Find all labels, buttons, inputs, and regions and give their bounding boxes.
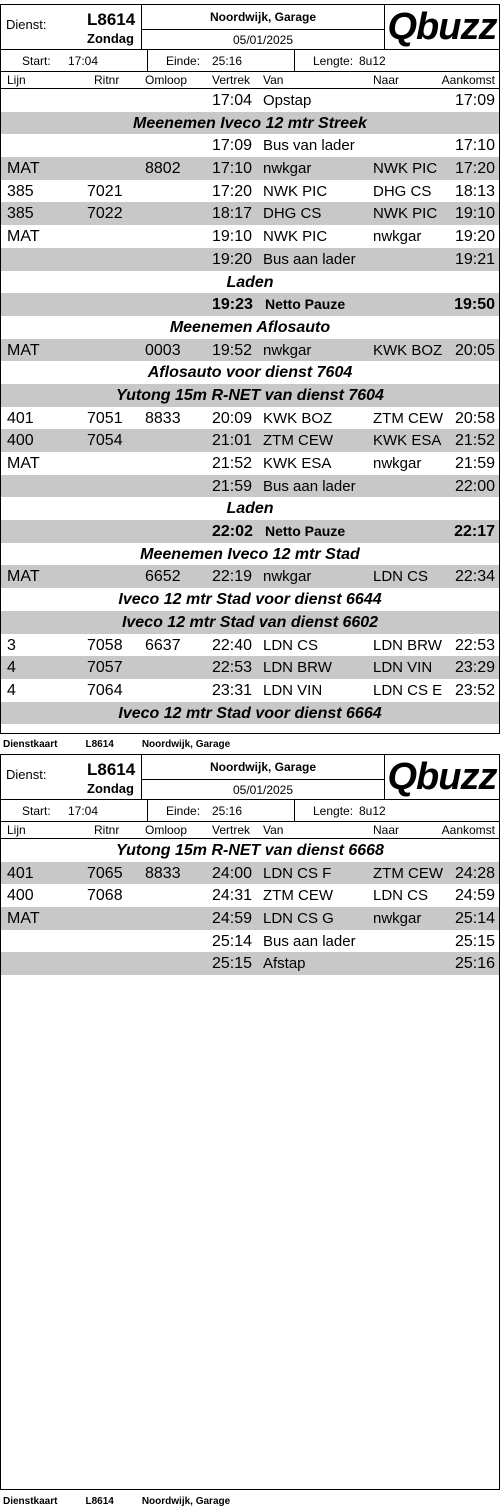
van-cell: Bus aan lader: [263, 250, 356, 268]
aankomst-cell: 22:53: [454, 636, 495, 654]
omloop-cell: 8833: [145, 409, 181, 427]
section-title: Yutong 15m R-NET van dienst 6668: [116, 842, 384, 859]
length-value: 8u12: [359, 804, 386, 818]
trip-row: [1, 134, 499, 157]
section-title: Meenemen Iveco 12 mtr Stad: [140, 545, 360, 563]
vertrek-cell: 25:14: [212, 932, 253, 950]
start-time: 17:04: [68, 804, 99, 818]
lijn-cell: 400: [7, 432, 34, 450]
footer-location: Noordwijk, Garage: [141, 739, 231, 750]
vertrek-cell: 24:31: [212, 887, 253, 905]
ritnr-cell: 7054: [87, 432, 123, 450]
dienst-day: Zondag: [87, 781, 134, 796]
length-value: 8u12: [359, 54, 386, 68]
lijn-cell: 385: [7, 182, 34, 200]
col-aankomst: Aankomst: [441, 73, 495, 87]
omloop-cell: 8833: [145, 864, 181, 882]
column-headers: [1, 822, 499, 839]
trip-row: [1, 884, 499, 907]
trip-row: [1, 930, 499, 953]
column-headers: [1, 72, 499, 89]
section-title-row: [1, 112, 499, 135]
section-title: Yutong 15m R-NET van dienst 7604: [116, 386, 384, 404]
section-title: Iveco 12 mtr Stad voor dienst 6644: [118, 591, 382, 609]
aankomst-cell: 19:50: [454, 296, 495, 314]
ritnr-cell: 7057: [87, 659, 123, 677]
trip-row: [1, 157, 499, 180]
aankomst-cell: 24:28: [454, 864, 495, 882]
vertrek-cell: 20:09: [212, 409, 253, 427]
aankomst-cell: 17:10: [454, 137, 495, 155]
vertrek-cell: 23:31: [212, 681, 253, 699]
section-title: Laden: [226, 500, 274, 518]
section-title: Iveco 12 mtr Stad van dienst 6602: [121, 613, 379, 631]
vertrek-cell: 19:23: [212, 296, 253, 314]
location: Noordwijk, Garage: [209, 760, 317, 774]
trip-row: [1, 952, 499, 975]
van-cell: NWK PIC: [263, 228, 328, 246]
trip-row: [1, 656, 499, 679]
aankomst-cell: 19:21: [454, 250, 495, 268]
trip-row: [1, 907, 499, 930]
vertrek-cell: 22:40: [212, 636, 253, 654]
vertrek-cell: 24:00: [212, 864, 253, 882]
vertrek-cell: 22:53: [212, 659, 253, 677]
van-cell: KWK ESA: [263, 455, 332, 472]
lijn-cell: 4: [7, 681, 16, 699]
omloop-cell: 0003: [145, 341, 181, 359]
dienstkaart-page-2: [0, 754, 500, 1490]
naar-cell: nwkgar: [373, 455, 422, 472]
van-cell: Bus van lader: [263, 137, 355, 155]
section-title-row: [1, 543, 499, 566]
dienst-label: Dienst:: [6, 767, 47, 782]
lijn-cell: MAT: [7, 568, 40, 586]
aankomst-cell: 23:52: [454, 681, 495, 699]
section-title: Meenemen Aflosauto: [169, 318, 331, 336]
section-title-row: [1, 497, 499, 520]
trip-row: [1, 429, 499, 452]
van-cell: NWK PIC: [263, 182, 328, 200]
end-time: 25:16: [212, 54, 243, 68]
ritnr-cell: 7065: [87, 864, 123, 882]
col-aankomst: Aankomst: [441, 823, 495, 837]
aankomst-cell: 25:15: [454, 932, 495, 950]
section-title: Aflosauto voor dienst 7604: [147, 364, 353, 382]
aankomst-cell: 23:29: [454, 659, 495, 677]
col-lijn: Lijn: [7, 823, 26, 837]
lijn-cell: 385: [7, 205, 34, 223]
naar-cell: nwkgar: [373, 228, 422, 246]
vertrek-cell: 17:09: [212, 137, 253, 155]
section-title-row: [1, 611, 499, 634]
col-omloop: Omloop: [145, 823, 188, 837]
header: [1, 755, 499, 800]
aankomst-cell: 22:17: [454, 523, 495, 541]
trip-row: [1, 679, 499, 702]
pause-label: Netto Pauze: [265, 523, 346, 540]
aankomst-cell: 22:00: [454, 477, 495, 495]
lijn-cell: 4: [7, 659, 16, 677]
ritnr-cell: 7022: [87, 205, 123, 223]
lijn-cell: MAT: [7, 160, 40, 178]
col-van: Van: [263, 73, 284, 87]
naar-cell: LDN CS E: [373, 681, 443, 699]
lijn-cell: MAT: [7, 455, 40, 472]
col-vertrek: Vertrek: [212, 823, 251, 837]
van-cell: LDN BRW: [263, 659, 332, 677]
trip-row: [1, 475, 499, 498]
lijn-cell: MAT: [7, 228, 40, 246]
trip-row: [1, 248, 499, 271]
van-cell: LDN VIN: [263, 681, 323, 699]
date: 05/01/2025: [232, 33, 294, 47]
naar-cell: ZTM CEW: [373, 864, 443, 882]
van-cell: nwkgar: [263, 568, 312, 586]
lijn-cell: 3: [7, 636, 16, 654]
section-title: Laden: [226, 273, 274, 291]
van-cell: LDN CS F: [263, 864, 332, 882]
trip-row: [1, 89, 499, 112]
vertrek-cell: 17:20: [212, 182, 253, 200]
start-label: Start:: [22, 54, 51, 68]
footer-label: Dienstkaart: [3, 1496, 58, 1507]
col-omloop: Omloop: [145, 73, 188, 87]
dienst-day: Zondag: [87, 31, 134, 46]
naar-cell: LDN CS: [373, 568, 429, 586]
col-ritnr: Ritnr: [94, 823, 120, 837]
aankomst-cell: 25:14: [454, 910, 495, 928]
ritnr-cell: 7068: [87, 887, 123, 905]
aankomst-cell: 18:13: [454, 182, 495, 200]
naar-cell: NWK PIC: [373, 160, 438, 178]
trip-row: [1, 565, 499, 588]
qbuzz-logo: Qbuzz: [387, 6, 497, 48]
omloop-cell: 6637: [145, 636, 181, 654]
vertrek-cell: 21:01: [212, 432, 253, 450]
trip-row: [1, 180, 499, 203]
van-cell: Opstap: [263, 92, 312, 109]
naar-cell: LDN BRW: [373, 636, 442, 654]
aankomst-cell: 25:16: [454, 955, 495, 973]
lijn-cell: 400: [7, 887, 34, 905]
length-label: Lengte:: [313, 54, 354, 68]
omloop-cell: 6652: [145, 568, 181, 586]
van-cell: DHG CS: [263, 205, 322, 223]
naar-cell: NWK PIC: [373, 205, 438, 223]
section-title-row: [1, 384, 499, 407]
footer-location: Noordwijk, Garage: [141, 1496, 231, 1507]
trip-row: [1, 862, 499, 885]
section-title: Meenemen Iveco 12 mtr Streek: [133, 114, 367, 132]
naar-cell: ZTM CEW: [373, 409, 443, 427]
lijn-cell: 401: [7, 409, 34, 427]
van-cell: LDN CS: [263, 636, 319, 654]
lijn-cell: 401: [7, 864, 34, 882]
trip-row: [1, 339, 499, 362]
van-cell: KWK BOZ: [263, 409, 333, 427]
pause-row: [1, 520, 499, 543]
aankomst-cell: 20:58: [454, 409, 495, 427]
omloop-cell: 8802: [145, 160, 181, 178]
start-time: 17:04: [68, 54, 99, 68]
vertrek-cell: 17:10: [212, 160, 253, 178]
aankomst-cell: 21:52: [454, 432, 495, 450]
ritnr-cell: 7058: [87, 636, 123, 654]
aankomst-cell: 21:59: [454, 455, 495, 472]
lijn-cell: MAT: [7, 910, 40, 928]
ritnr-cell: 7051: [87, 409, 123, 427]
footer-dienst: L8614: [85, 739, 114, 750]
van-cell: nwkgar: [263, 160, 312, 178]
times-bar: [1, 800, 499, 822]
ritnr-cell: 7021: [87, 182, 123, 200]
vertrek-cell: 19:10: [212, 228, 253, 246]
footer-dienst: L8614: [85, 1496, 114, 1507]
vertrek-cell: 25:15: [212, 955, 253, 973]
aankomst-cell: 19:10: [454, 205, 495, 223]
section-title-row: [1, 316, 499, 339]
trip-row: [1, 202, 499, 225]
vertrek-cell: 21:52: [212, 455, 253, 472]
trip-row: [1, 452, 499, 475]
aankomst-cell: 22:34: [454, 568, 495, 586]
footer-label: Dienstkaart: [3, 739, 58, 750]
naar-cell: nwkgar: [373, 910, 422, 928]
lijn-cell: MAT: [7, 341, 40, 359]
qbuzz-logo: Qbuzz: [387, 756, 497, 798]
section-title-row: [1, 588, 499, 611]
col-vertrek: Vertrek: [212, 73, 251, 87]
van-cell: nwkgar: [263, 341, 312, 359]
van-cell: Bus aan lader: [263, 932, 356, 950]
footer-2: [3, 1496, 258, 1507]
van-cell: Afstap: [263, 955, 306, 973]
vertrek-cell: 17:04: [212, 92, 253, 109]
dienst-label: Dienst:: [6, 17, 47, 32]
section-title-row: [1, 271, 499, 294]
trip-row: [1, 634, 499, 657]
col-van: Van: [263, 823, 284, 837]
vertrek-cell: 19:52: [212, 341, 253, 359]
col-naar: Naar: [373, 823, 400, 837]
pause-label: Netto Pauze: [265, 296, 346, 313]
naar-cell: LDN VIN: [373, 659, 433, 677]
date: 05/01/2025: [232, 783, 294, 797]
times-bar: [1, 50, 499, 72]
pause-row: [1, 293, 499, 316]
naar-cell: LDN CS: [373, 887, 429, 905]
section-title-row: [1, 361, 499, 384]
van-cell: Bus aan lader: [263, 477, 356, 495]
vertrek-cell: 21:59: [212, 477, 253, 495]
van-cell: ZTM CEW: [263, 887, 333, 905]
end-label: Einde:: [166, 804, 201, 818]
aankomst-cell: 20:05: [454, 341, 495, 359]
aankomst-cell: 17:20: [454, 160, 495, 178]
start-label: Start:: [22, 804, 51, 818]
end-time: 25:16: [212, 804, 243, 818]
dienst-number: L8614: [87, 760, 136, 779]
length-label: Lengte:: [313, 804, 354, 818]
dienst-number: L8614: [87, 10, 136, 29]
van-cell: ZTM CEW: [263, 432, 333, 450]
schedule-rows: [1, 89, 499, 724]
section-title: Iveco 12 mtr Stad voor dienst 6664: [118, 704, 382, 722]
naar-cell: DHG CS: [373, 182, 432, 200]
van-cell: LDN CS G: [263, 910, 334, 928]
vertrek-cell: 18:17: [212, 205, 253, 223]
naar-cell: KWK ESA: [373, 432, 442, 450]
section-title-row: [1, 839, 499, 862]
col-lijn: Lijn: [7, 73, 26, 87]
aankomst-cell: 19:20: [454, 228, 495, 246]
col-naar: Naar: [373, 73, 400, 87]
trip-row: [1, 225, 499, 248]
footer-1: [3, 739, 258, 750]
vertrek-cell: 22:02: [212, 523, 253, 541]
naar-cell: KWK BOZ: [373, 341, 443, 359]
schedule-rows: [1, 839, 499, 975]
vertrek-cell: 19:20: [212, 250, 253, 268]
aankomst-cell: 24:59: [454, 887, 495, 905]
vertrek-cell: 22:19: [212, 568, 253, 586]
vertrek-cell: 24:59: [212, 910, 253, 928]
header: [1, 5, 499, 50]
trip-row: [1, 407, 499, 430]
dienstkaart-page-1: [0, 4, 500, 734]
end-label: Einde:: [166, 54, 201, 68]
location: Noordwijk, Garage: [209, 10, 317, 24]
col-ritnr: Ritnr: [94, 73, 120, 87]
section-title-row: [1, 702, 499, 725]
aankomst-cell: 17:09: [454, 92, 495, 109]
ritnr-cell: 7064: [87, 681, 123, 699]
